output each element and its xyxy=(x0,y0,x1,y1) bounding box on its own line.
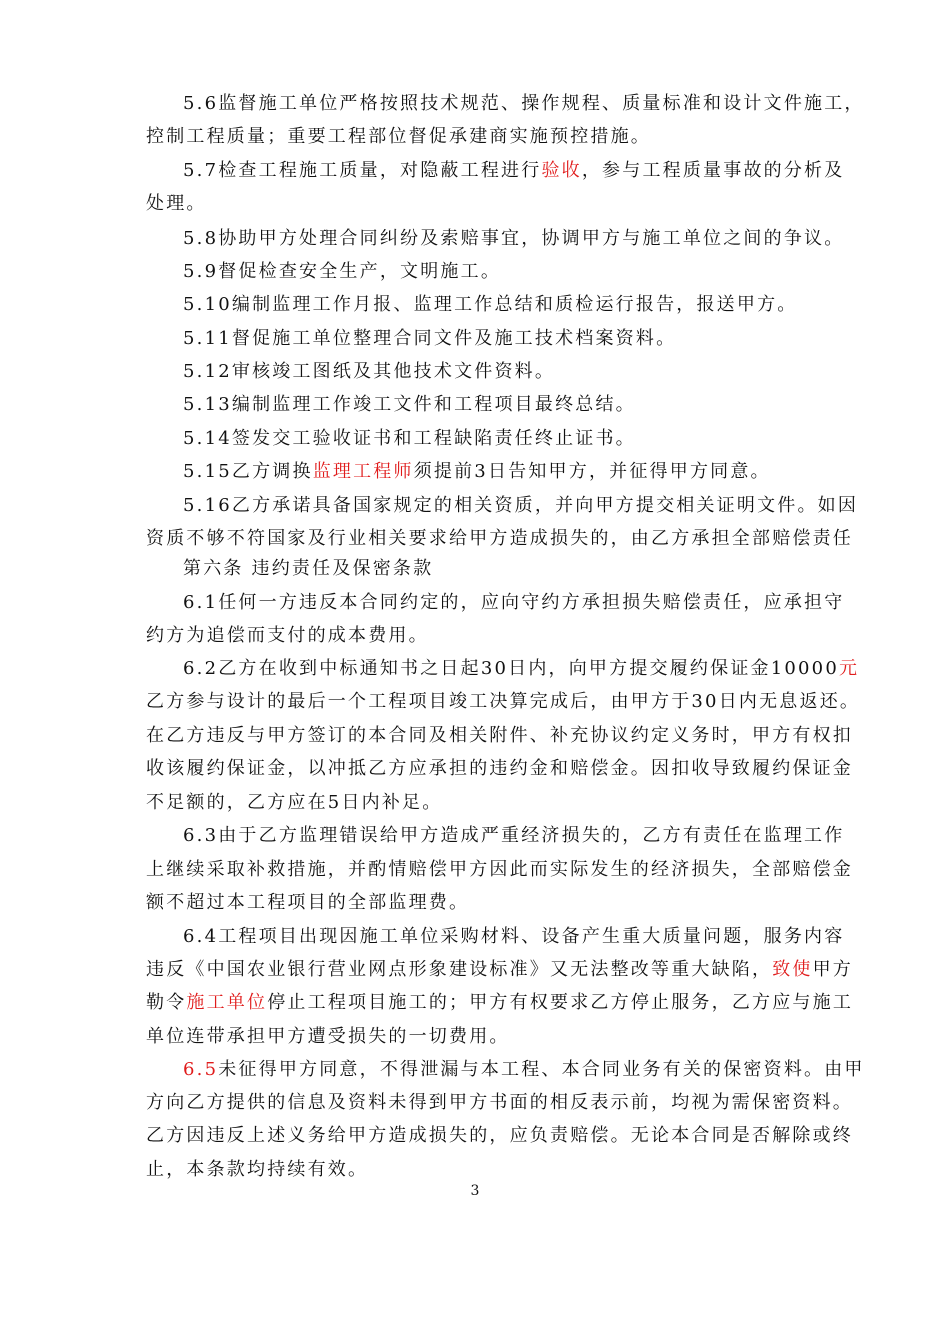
text-segment: 在乙方违反与甲方签订的本合同及相关附件、补充协议约定义务时，甲方有权扣 xyxy=(146,725,853,746)
page-number: 3 xyxy=(470,1183,480,1199)
text-line xyxy=(146,858,853,882)
text-line xyxy=(146,1091,853,1115)
text-segment: 须提前3日告知甲方，并征得甲方同意。 xyxy=(413,461,771,482)
text-line xyxy=(146,125,651,149)
text-segment: 停止工程项目施工的；甲方有权要求乙方停止服务，乙方应与施工 xyxy=(267,992,854,1013)
text-line xyxy=(183,293,797,317)
highlighted-text: 验收 xyxy=(541,160,582,181)
text-segment: 收该履约保证金，以冲抵乙方应承担的违约金和赔偿金。因扣收导致履约保证金 xyxy=(146,758,853,779)
text-segment: 6.4工程项目出现因施工单位采购材料、设备产生重大质量问题，服务内容 xyxy=(183,926,845,947)
text-line xyxy=(146,757,853,781)
text-segment: 不足额的，乙方应在5日内补足。 xyxy=(146,792,443,813)
text-segment: 6.2乙方在收到中标通知书之日起30日内，向甲方提交履约保证金10000 xyxy=(183,658,839,679)
text-segment: 止，本条款均持续有效。 xyxy=(146,1159,369,1180)
text-segment: 甲方 xyxy=(812,959,854,980)
text-line xyxy=(183,824,844,848)
text-segment: 5.12审核竣工图纸及其他技术文件资料。 xyxy=(183,361,556,382)
text-segment: 方向乙方提供的信息及资料未得到甲方书面的相反表示前，均视为需保密资料。 xyxy=(146,1092,853,1113)
highlighted-text: 监理工程师 xyxy=(312,461,414,482)
text-line xyxy=(183,657,859,681)
text-line xyxy=(146,891,469,915)
text-line xyxy=(183,494,858,518)
text-segment: 处理。 xyxy=(146,193,207,214)
text-line xyxy=(183,591,844,615)
text-line xyxy=(183,260,501,284)
text-line xyxy=(183,227,844,251)
text-segment: 5.7检查工程施工质量，对隐蔽工程进行 xyxy=(183,160,542,181)
text-line xyxy=(183,327,676,351)
text-line xyxy=(146,991,853,1015)
text-line xyxy=(146,527,853,551)
text-segment: 控制工程质量；重要工程部位督促承建商实施预控措施。 xyxy=(146,126,651,147)
text-line xyxy=(146,724,853,748)
text-line xyxy=(146,958,853,982)
text-segment: 勒令 xyxy=(146,992,187,1013)
text-segment: 第六条 违约责任及保密条款 xyxy=(183,558,434,579)
text-line xyxy=(183,360,555,384)
text-segment: 6.3由于乙方监理错误给甲方造成严重经济损失的，乙方有责任在监理工作 xyxy=(183,825,845,846)
text-segment: 5.16乙方承诺具备国家规定的相关资质，并向甲方提交相关证明文件。如因 xyxy=(183,495,859,516)
text-segment: 额不超过本工程项目的全部监理费。 xyxy=(146,892,470,913)
highlighted-text: 致使 xyxy=(772,959,813,980)
text-line xyxy=(146,192,207,216)
text-line xyxy=(146,690,860,714)
text-segment: 5.14签发交工验收证书和工程缺陷责任终止证书。 xyxy=(183,428,636,449)
text-line xyxy=(183,460,771,484)
text-segment: 资质不够不符国家及行业相关要求给甲方造成损失的，由乙方承担全部赔偿责任 xyxy=(146,528,853,549)
text-line xyxy=(183,159,844,183)
text-segment: 未征得甲方同意，不得泄漏与本工程、本合同业务有关的保密资料。由甲 xyxy=(218,1059,865,1080)
highlighted-text: 施工单位 xyxy=(186,992,268,1013)
text-segment: 5.9督促检查安全生产，文明施工。 xyxy=(183,261,502,282)
text-line xyxy=(183,427,636,451)
text-segment: 单位连带承担甲方遭受损失的一切费用。 xyxy=(146,1026,510,1047)
text-line xyxy=(183,557,433,581)
text-segment: 5.11督促施工单位整理合同文件及施工技术档案资料。 xyxy=(183,328,677,349)
text-segment: 5.15乙方调换 xyxy=(183,461,313,482)
text-segment: 5.8协助甲方处理合同纠纷及索赔事宜，协调甲方与施工单位之间的争议。 xyxy=(183,228,845,249)
text-line xyxy=(183,925,844,949)
text-segment: 约方为追偿而支付的成本费用。 xyxy=(146,625,429,646)
text-line xyxy=(183,1058,865,1082)
highlighted-text: 元 xyxy=(839,658,860,679)
text-line xyxy=(146,1025,510,1049)
text-line xyxy=(146,1158,368,1182)
text-segment: 违反《中国农业银行营业网点形象建设标准》又无法整改等重大缺陷， xyxy=(146,959,773,980)
text-segment: 6.1任何一方违反本合同约定的，应向守约方承担损失赔偿责任，应承担守 xyxy=(183,592,845,613)
text-segment: 乙方参与设计的最后一个工程项目竣工决算完成后，由甲方于30日内无息返还。 xyxy=(146,691,861,712)
text-segment: 5.6监督施工单位严格按照技术规范、操作规程、质量标准和设计文件施工， xyxy=(183,93,865,114)
text-line xyxy=(183,92,865,116)
text-segment: 上继续采取补救措施，并酌情赔偿甲方因此而实际发生的经济损失，全部赔偿金 xyxy=(146,859,853,880)
text-segment: 5.13编制监理工作竣工文件和工程项目最终总结。 xyxy=(183,394,636,415)
text-line xyxy=(183,393,636,417)
text-line xyxy=(146,1124,853,1148)
text-segment: 5.10编制监理工作月报、监理工作总结和质检运行报告，报送甲方。 xyxy=(183,294,798,315)
text-line xyxy=(146,791,442,815)
text-line xyxy=(146,624,429,648)
highlighted-text: 6.5 xyxy=(183,1059,219,1080)
text-segment: 乙方因违反上述义务给甲方造成损失的，应负责赔偿。无论本合同是否解除或终 xyxy=(146,1125,853,1146)
text-segment: ，参与工程质量事故的分析及 xyxy=(581,160,845,181)
